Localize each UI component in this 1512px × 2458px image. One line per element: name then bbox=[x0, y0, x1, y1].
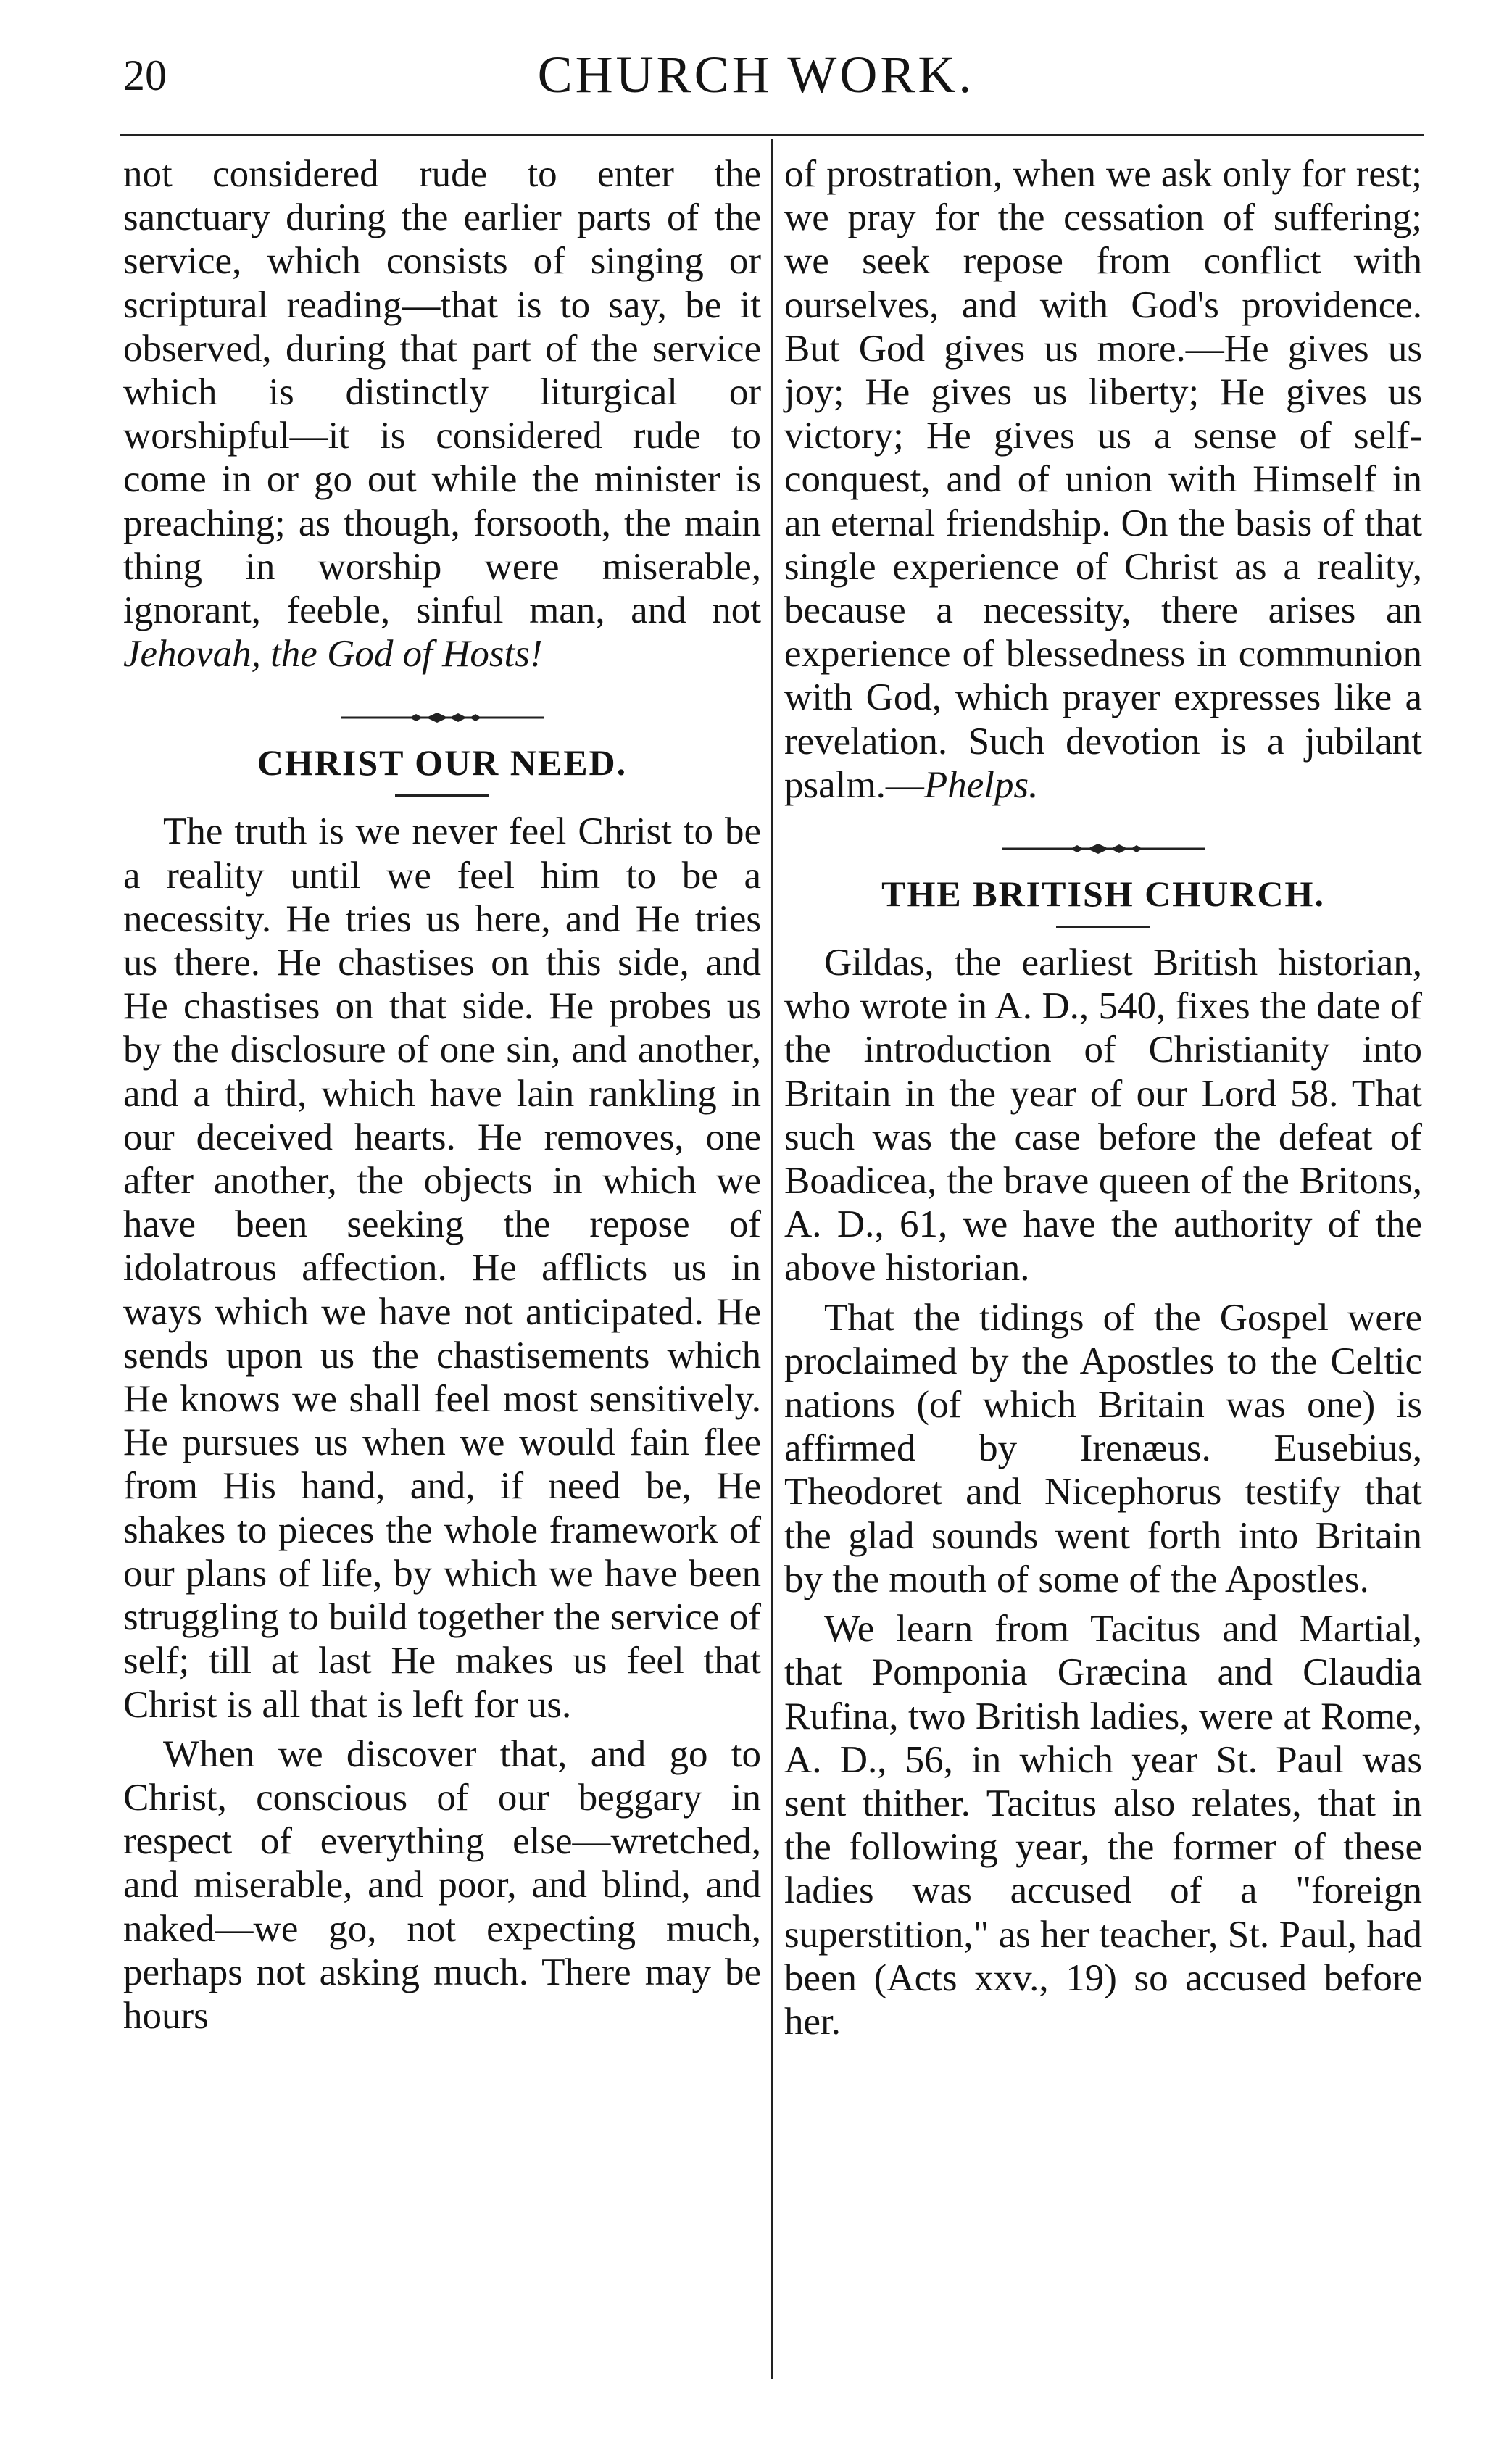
heading-rule bbox=[1056, 926, 1150, 928]
section-heading-christ-our-need: CHRIST OUR NEED. bbox=[257, 742, 628, 784]
body-paragraph: That the tidings of the Gospel were proclaimed by the Apostles to the Celtic nations (of which Britain was one) is affirmed by Irenæus. Eusebius, Theodoret and Nicephorus testify that the glad sounds went forth into Britain by the mouth of some of the Apostles. bbox=[784, 1296, 1422, 1600]
intro-emphasis: Jehovah, the God of Hosts! bbox=[123, 633, 543, 676]
heading-rule bbox=[395, 794, 489, 797]
body-paragraph: Gildas, the earliest British historian, who wrote in A. D., 540, fixes the date of the introduction of Christianity into Britain in the year of our Lord 58. That such was the case before the defeat of Boadicea, the brave queen of the Britons, A. D., 61, we have the authority of the above historian. bbox=[784, 942, 1422, 1290]
right-column bbox=[784, 152, 1422, 2043]
header-rule bbox=[120, 134, 1424, 136]
continuation-text: of prostration, when we ask only for rest; we pray for the cessation of suffering; we seek repose from conflict with ourselves, and with God's providence. But God gives us more.—He gives us joy; He gives us liberty; He gives us victory; He gives us a sense of self-conquest, and of union with Himself in an eternal friendship. On the basis of that single experience of Christ as a reality, because a necessity, there arises an experience of blessedness in communion with God, which prayer expresses like a revelation. Such devotion is a jubilant psalm.— bbox=[784, 153, 1422, 806]
attribution: Phelps. bbox=[923, 763, 1039, 806]
section-heading-british-church: THE BRITISH CHURCH. bbox=[881, 873, 1325, 915]
body-paragraph: We learn from Tacitus and Martial, that Pomponia Græcina and Claudia Rufina, two British ladies, were at Rome, A. D., 56, in which year St. Paul was sent thither. Tacitus also relates, that in the following year, the former of these ladies was accused of a "foreign superstition," as her teacher, St. Paul, had been (Acts xxv., 19) so accused before her. bbox=[784, 1608, 1422, 2043]
continuation-paragraph bbox=[784, 152, 1422, 807]
body-paragraph: The truth is we never feel Christ to be a reality until we feel him to be a necessity. He tries us here, and He tries us there. He chastises on this side, and He chastises on that side. He probes us by the disclosure of one sin, and another, and a third, which have lain rankling in our deceived hearts. He removes, one after another, the objects in which we have been seeking the repose of idolatrous affection. He afflicts us in ways which we have not anticipated. He sends upon us the chastisements which He knows we shall feel most sensitively. He pursues us when we would fain flee from His hand, and, if need be, He shakes to pieces the whole framework of our plans of life, by which we have been struggling to build together the service of self; till at last He makes us feel that Christ is all that is left for us. bbox=[123, 810, 761, 1726]
intro-text: not considered rude to enter the sanctuary during the earlier parts of the service, which consists of singing or scriptural reading—that is to say, be it observed, during that part of the service which is distinctly liturgical or worshipful—it is considered rude to come in or go out while the minister is preaching; as though, forsooth, the main thing in worship were miserable, ignorant, feeble, sinful man, and not bbox=[123, 153, 761, 632]
body-paragraph: When we discover that, and go to Christ, conscious of our beggary in respect of everything else—wretched, and miserable, and poor, and blind, and naked—we go, not expecting much, perhaps not asking much. There may be hours bbox=[123, 1732, 761, 2037]
section-ornament bbox=[1002, 842, 1205, 856]
section-ornament bbox=[341, 710, 544, 725]
running-head: CHURCH WORK. bbox=[537, 46, 975, 104]
column-divider bbox=[771, 139, 773, 2379]
intro-paragraph bbox=[123, 152, 761, 676]
left-column bbox=[123, 152, 761, 2038]
page-number: 20 bbox=[123, 51, 167, 99]
